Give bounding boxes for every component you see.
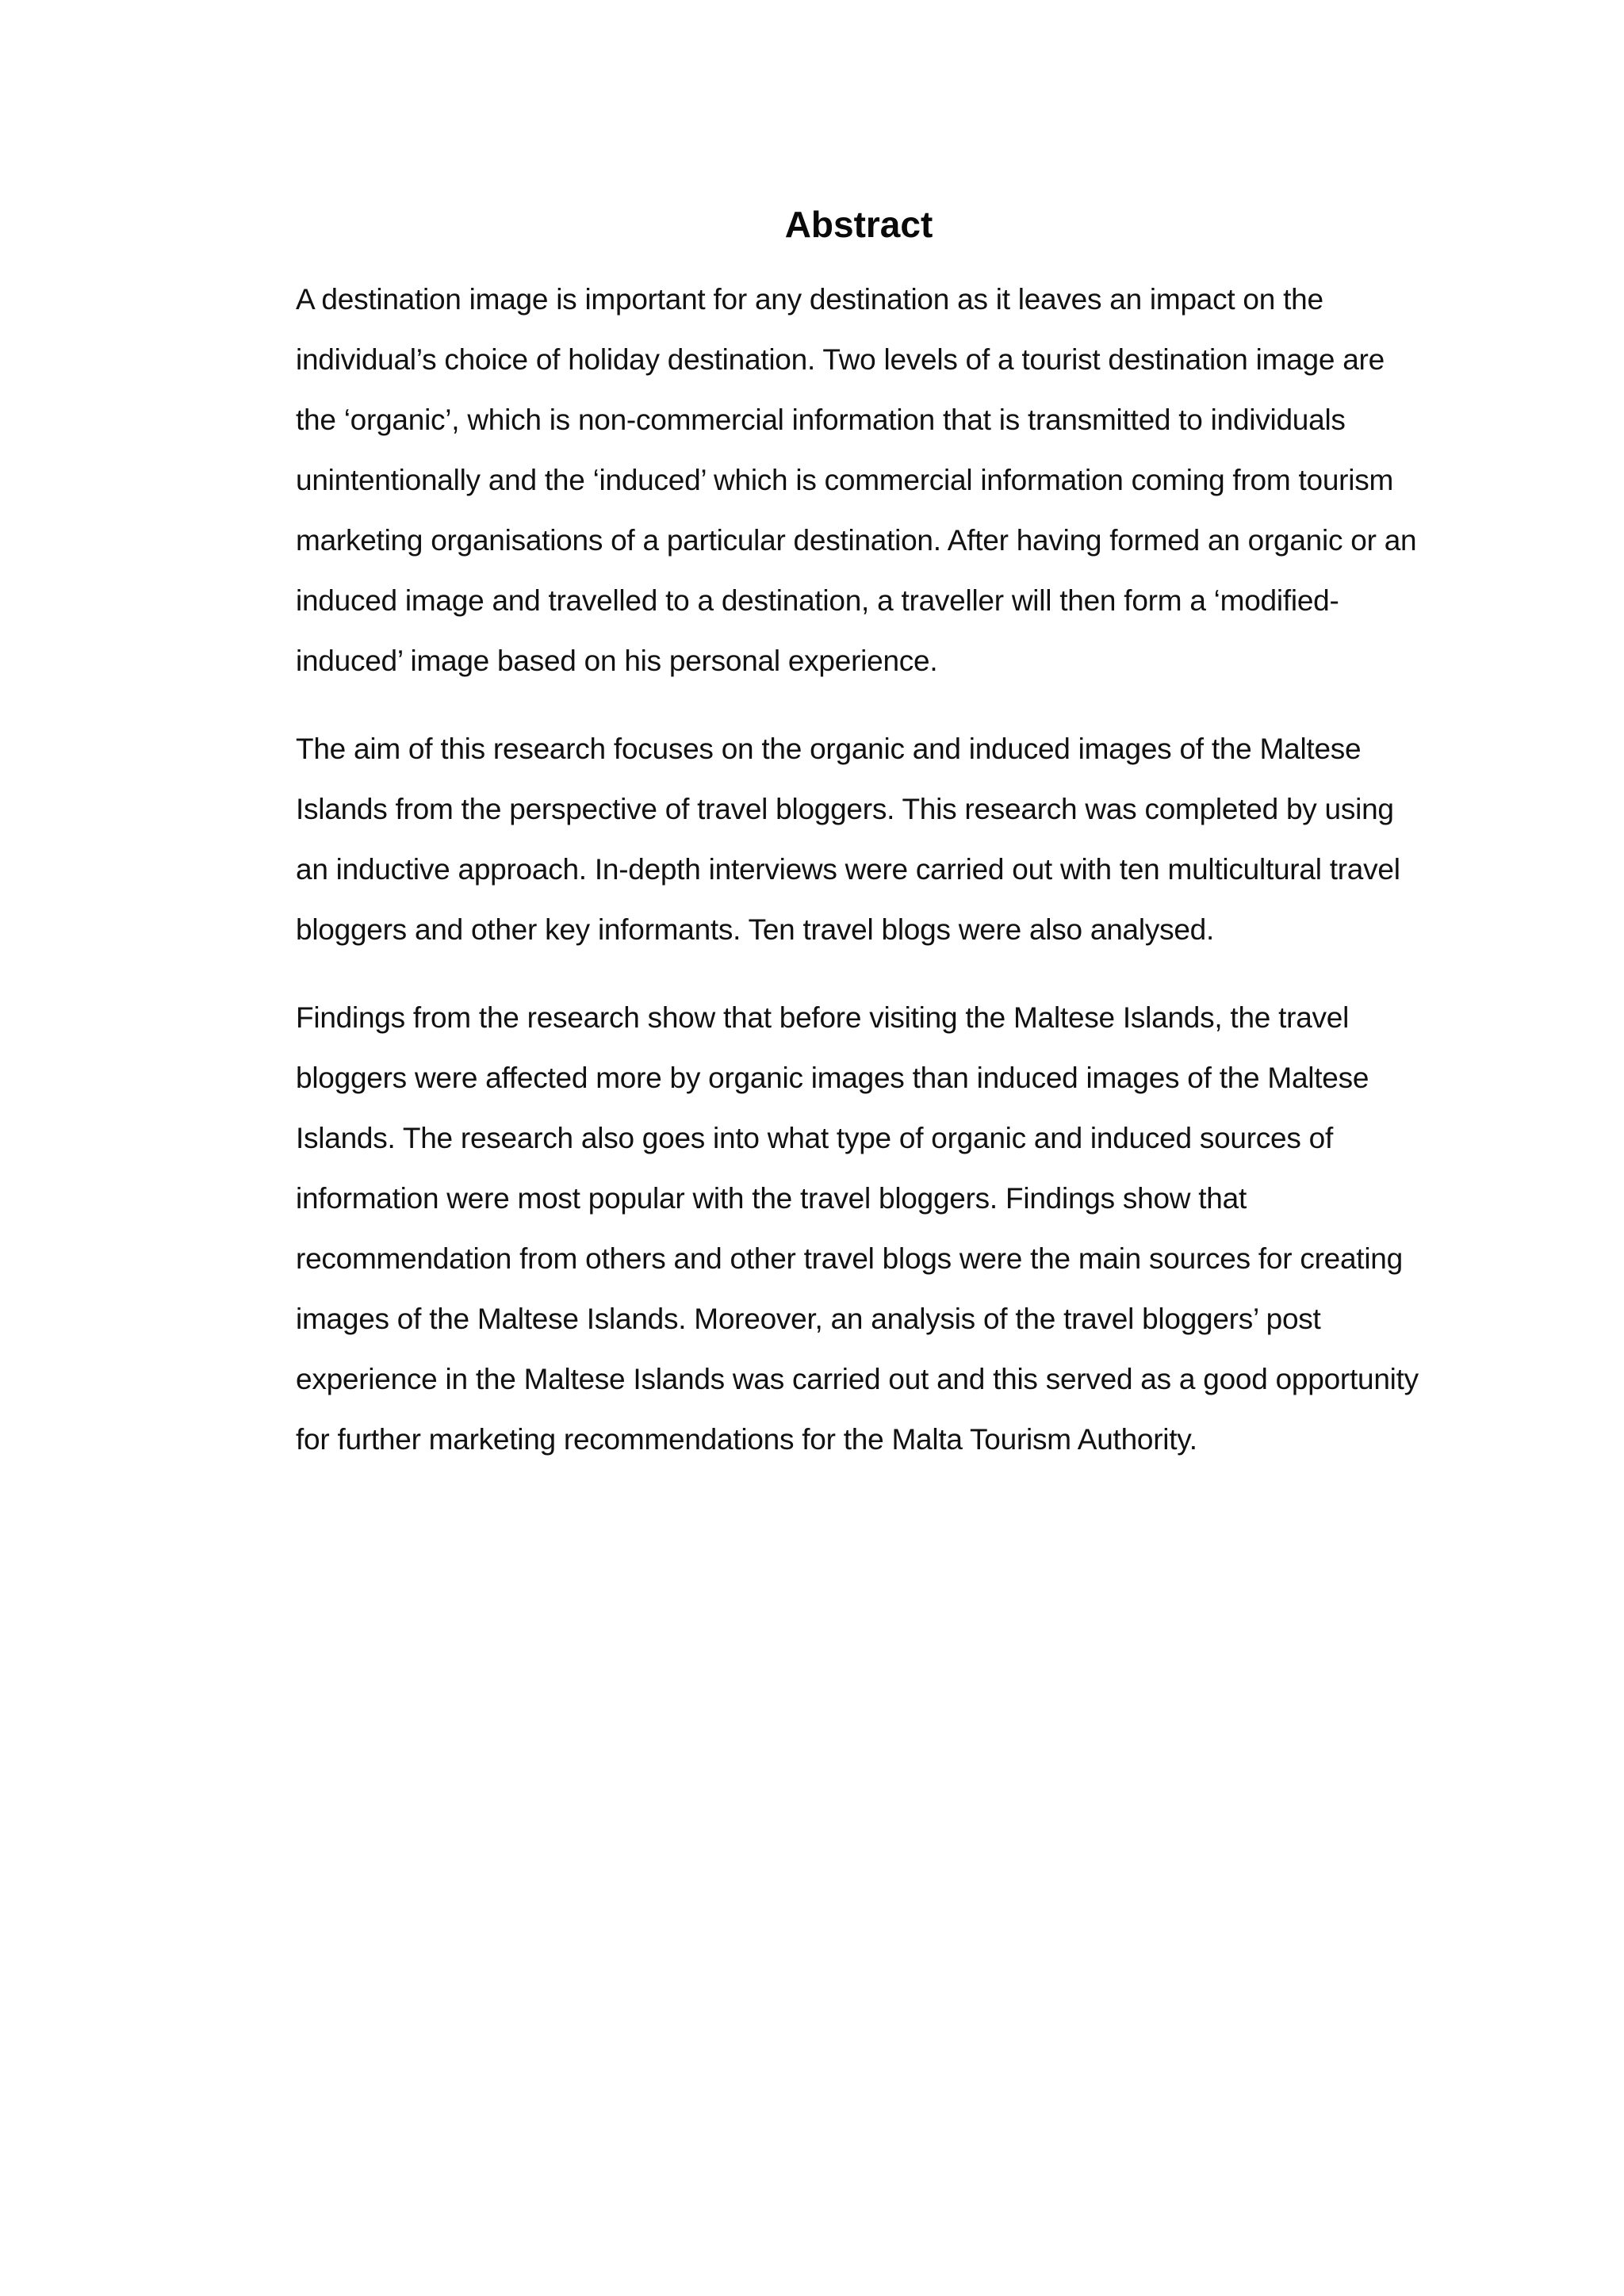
abstract-paragraph-3: Findings from the research show that before visiting the Maltese Islands, the travel bloggers were affected more by organic images than induced images of the Maltese Islands. The research also goes into what type of organic and induced sources of information were most popular with the travel bloggers. Findings show that recommendation from others and other travel blogs were the main sources for creating images of the Maltese Islands. Moreover, an analysis of the travel bloggers’ post experience in the Maltese Islands was carried out and this served as a good opportunity for further marketing recommendations for the Malta Tourism Authority.	[296, 1001, 1419, 1456]
abstract-section	[296, 197, 1422, 1498]
abstract-paragraph-2: The aim of this research focuses on the organic and induced images of the Maltese Islands from the perspective of travel bloggers. This research was completed by using an inductive approach. In-depth interviews were carried out with ten multicultural travel bloggers and other key informants. Ten travel blogs were also analysed.	[296, 733, 1400, 946]
abstract-paragraph-1: A destination image is important for any destination as it leaves an impact on the individual’s choice of holiday destination. Two levels of a tourist destination image are the ‘organic’, which is non-commercial information that is transmitted to individuals unintentionally and the ‘induced’ which is commercial information coming from tourism marketing organisations of a particular destination. After having formed an organic or an induced image and travelled to a destination, a traveller will then form a ‘modified-induced’ image based on his personal experience.	[296, 283, 1417, 677]
abstract-title: Abstract	[784, 204, 933, 245]
